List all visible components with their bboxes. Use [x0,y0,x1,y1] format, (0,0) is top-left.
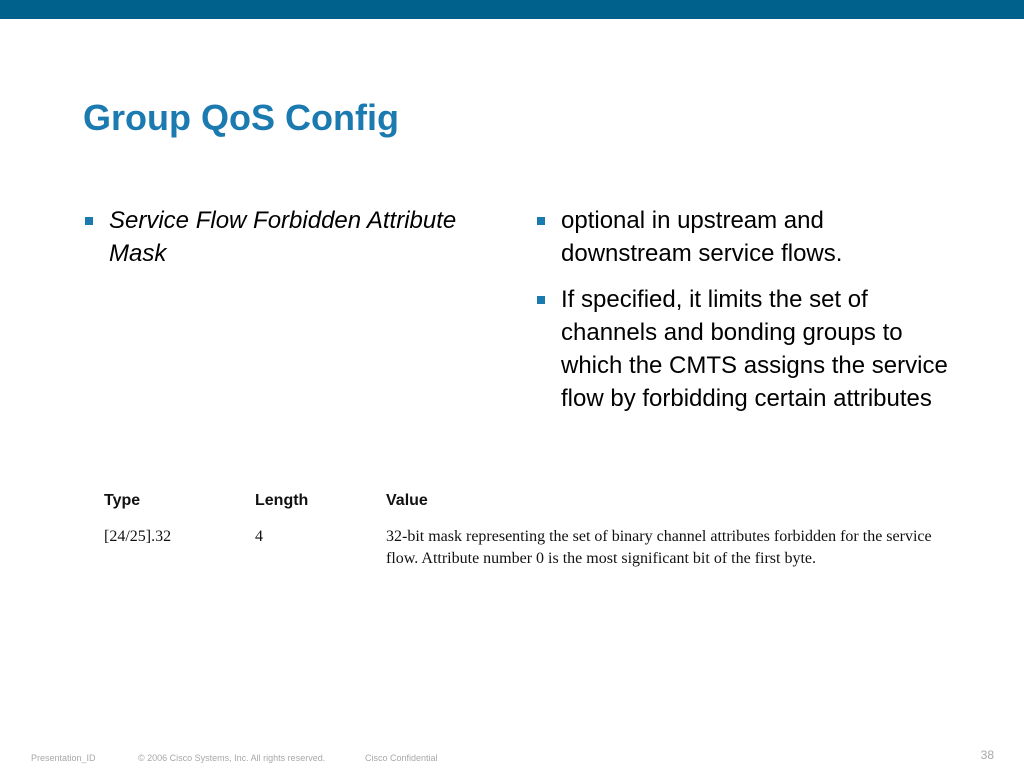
bullet-text: Service Flow Forbidden Attribute Mask [109,207,457,267]
left-bullet-list [83,204,483,283]
cell-value: 32-bit mask representing the set of binary channel attributes forbidden for the service flow. Attribute number 0 is the most significant bit of the first byte. [386,528,932,567]
top-banner-bar [0,0,1024,19]
tlv-spec-table [104,492,944,570]
right-bullet-list [535,204,955,428]
column-header-type: Type [104,492,141,509]
footer-confidential: Cisco Confidential [365,753,438,763]
bullet-text: If specified, it limits the set of channels and bonding groups to which the CMTS assigns the service flow by forbidding certain attributes [561,286,948,412]
bullet-item [83,204,483,270]
footer-presentation-id: Presentation_ID [31,753,96,763]
cell-length: 4 [255,528,263,545]
bullet-item [535,283,955,415]
square-bullet-icon [85,217,93,225]
bullet-text: optional in upstream and downstream service flows. [561,207,843,267]
square-bullet-icon [537,296,545,304]
page-number: 38 [980,748,994,762]
column-header-value: Value [386,492,428,509]
cell-type: [24/25].32 [104,528,172,545]
table-header-row [104,492,944,518]
bullet-item [535,204,955,270]
table-row [104,518,944,570]
square-bullet-icon [537,217,545,225]
slide-title: Group QoS Config [83,97,399,138]
column-header-length: Length [255,492,309,509]
slide-footer [31,753,438,763]
footer-copyright: © 2006 Cisco Systems, Inc. All rights reserved. [138,753,326,763]
